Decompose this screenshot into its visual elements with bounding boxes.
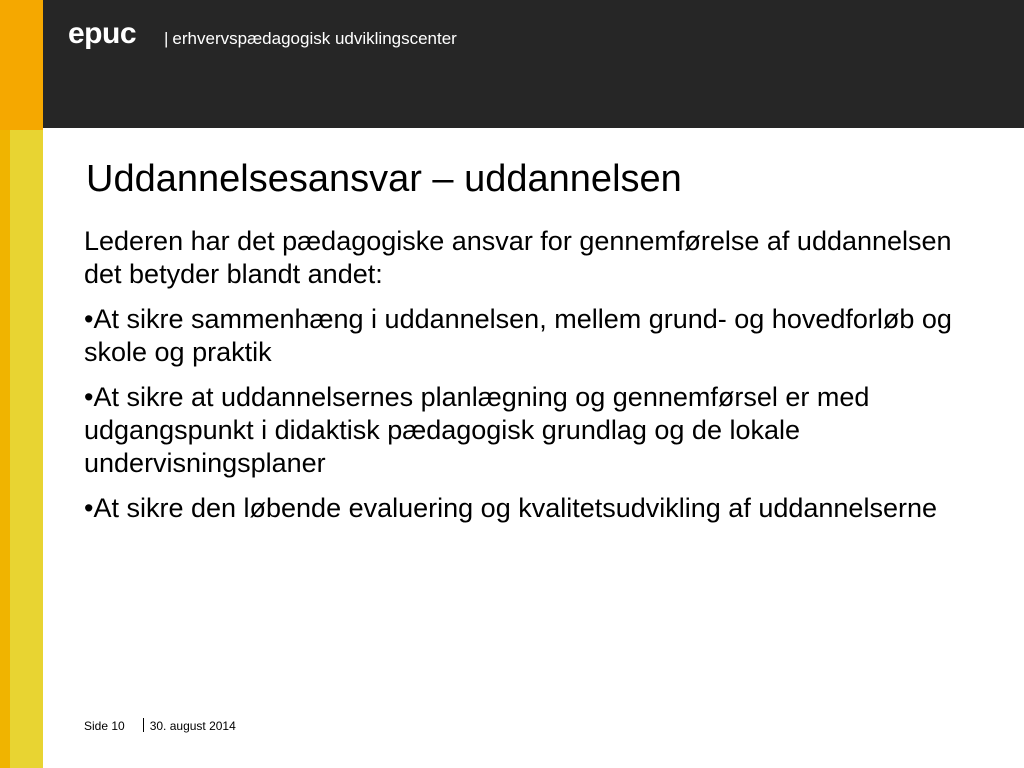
side-color-strip (0, 0, 43, 768)
header-bar (43, 0, 1024, 128)
header-tagline (164, 28, 457, 50)
side-strip-accent (0, 130, 10, 768)
bullet-item: •At sikre at uddannelsernes planlægning og gennemførsel er med udgangspunkt i didaktisk pædagogisk grundlag og de lokale undervisningsplaner (84, 382, 870, 478)
footer-divider (143, 718, 144, 732)
tagline-text: erhvervspædagogisk udviklingscenter (172, 29, 457, 48)
slide-title: Uddannelsesansvar – uddannelsen (86, 158, 682, 200)
slide-body (84, 225, 964, 537)
intro-paragraph: Lederen har det pædagogiske ansvar for gennemførelse af uddannelsen det betyder blandt andet: (84, 226, 952, 289)
slide-footer (84, 718, 236, 734)
bullet-item: •At sikre den løbende evaluering og kvalitetsudvikling af uddannelserne (84, 493, 937, 523)
tagline-separator: | (164, 29, 169, 48)
side-strip-orange (0, 0, 43, 130)
epuc-logo: epuc (68, 17, 137, 50)
page-number: Side 10 (84, 719, 125, 733)
slide-date: 30. august 2014 (149, 719, 236, 733)
bullet-item: •At sikre sammenhæng i uddannelsen, mellem grund- og hovedforløb og skole og praktik (84, 304, 952, 367)
